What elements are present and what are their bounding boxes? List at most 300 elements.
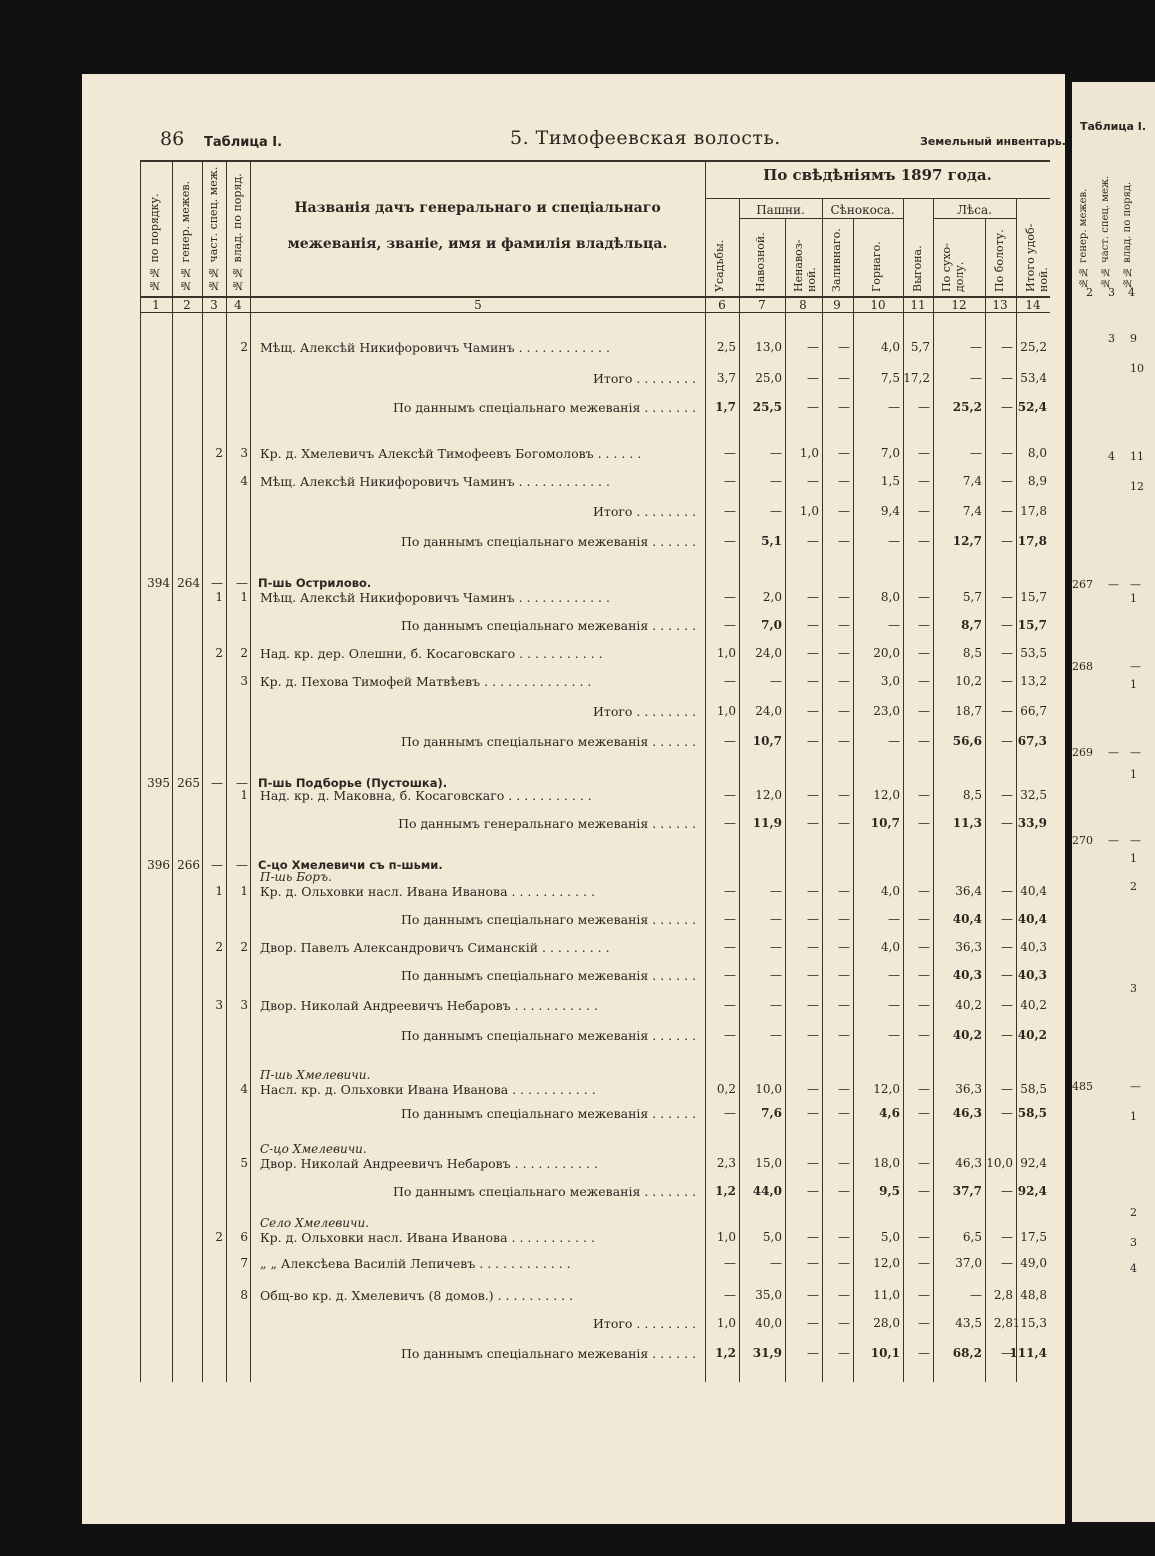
row-value: — (888, 618, 900, 632)
row-value: — (918, 788, 930, 802)
row-value: 9,5 (879, 1184, 900, 1198)
row-value: — (807, 1230, 819, 1244)
row-value: 31,9 (752, 1346, 782, 1360)
row-label: Общ-во кр. д. Хмелевичъ (8 домов.) . . . . . . . . . . (260, 1288, 574, 1303)
row-value: — (838, 1256, 850, 1270)
adjacent-col-number: 2 (1086, 286, 1093, 299)
row-value: — (918, 1082, 930, 1096)
row-value: — (1001, 646, 1013, 660)
row-label: По даннымъ спеціальнаго межеванія . . . . . . (400, 534, 696, 549)
row-value: — (918, 1346, 930, 1360)
row-value: 35,0 (755, 1288, 782, 1302)
row-value: 10,0 (755, 1082, 782, 1096)
row-value: — (724, 504, 736, 518)
row-value: — (838, 340, 850, 354)
row-value: 2,3 (716, 1156, 736, 1170)
row-value: — (1001, 1346, 1013, 1360)
row-value: — (838, 816, 850, 830)
row-value: 66,7 (1020, 704, 1047, 718)
adjacent-entry-c: 1 (1130, 768, 1137, 781)
row-value: — (838, 590, 850, 604)
row-value: 7,0 (880, 446, 900, 460)
col-header-names-line2: межеванія, званіе, имя и фамилія владѣльца. (287, 236, 668, 252)
row-value: — (918, 1028, 930, 1042)
table-top-rule (140, 160, 1050, 162)
row-value: — (770, 940, 782, 954)
row-value: — (838, 474, 850, 488)
row-label: Мѣщ. Алексѣй Никифоровичъ Чаминъ . . . . . . . . . . . . (260, 340, 610, 355)
col-number: 7 (758, 298, 766, 312)
col-rule (933, 198, 934, 1382)
row-value: — (838, 1316, 850, 1330)
row-value: — (838, 371, 850, 385)
row-value: — (1001, 968, 1013, 982)
adjacent-page (1072, 82, 1155, 1522)
row-subheading: П-шь Боръ. (260, 870, 332, 884)
row-value: — (1001, 1082, 1013, 1096)
row-value: 20,0 (873, 646, 900, 660)
row-value: — (807, 734, 819, 748)
row-label: По даннымъ спеціальнаго межеванія . . . . . . (400, 968, 696, 983)
row-order-number: 396 (147, 858, 170, 872)
row-value: 33,9 (1017, 816, 1047, 830)
row-label: Кр. д. Ольховки насл. Ивана Иванова . . . . . . . . . . . (260, 884, 595, 899)
row-value: — (838, 912, 850, 926)
row-label: Двор. Николай Андреевичъ Небаровъ . . . . . . . . . . . (260, 1156, 599, 1171)
row-value: 18,7 (955, 704, 982, 718)
row-value: — (1001, 474, 1013, 488)
table-label: Таблица I. (204, 135, 283, 150)
col-number: 8 (799, 298, 807, 312)
row-value: 10,1 (870, 1346, 900, 1360)
row-value: 1,7 (715, 400, 736, 414)
row-value: — (724, 998, 736, 1012)
col-number: 4 (234, 298, 242, 312)
adjacent-entry-c: — (1130, 746, 1141, 759)
row-value: 49,0 (1020, 1256, 1047, 1270)
row-value: — (807, 1288, 819, 1302)
row-value: — (807, 400, 819, 414)
row-value: 1,0 (716, 1230, 736, 1244)
row-value: — (838, 998, 850, 1012)
row-value: 10,7 (870, 816, 900, 830)
row-label: Кр. д. Ольховки насл. Ивана Иванова . . . . . . . . . . . (260, 1230, 595, 1245)
row-value: — (838, 446, 850, 460)
row-value: — (724, 534, 736, 548)
row-label: Мѣщ. Алексѣй Никифоровичъ Чаминъ . . . . . . . . . . . . (260, 590, 610, 605)
col-number: 3 (210, 298, 218, 312)
adjacent-entry-c: — (1130, 578, 1141, 591)
adjacent-col-number: 3 (1108, 286, 1115, 299)
adjacent-entry-c: 1 (1130, 1110, 1137, 1123)
adjacent-entry-a: 485 (1072, 1080, 1093, 1093)
row-value: 24,0 (755, 704, 782, 718)
row-value: — (770, 674, 782, 688)
row-value: — (770, 446, 782, 460)
row-value: — (918, 1256, 930, 1270)
row-value: 17,8 (1017, 534, 1047, 548)
row-value: — (918, 816, 930, 830)
row-value: — (1001, 940, 1013, 954)
row-value: — (918, 884, 930, 898)
col-header-order: №№ по порядку. (148, 193, 161, 292)
row-value: 37,7 (952, 1184, 982, 1198)
row-value: — (1001, 1230, 1013, 1244)
row-value: 12,0 (873, 1082, 900, 1096)
row-special-number: — (211, 858, 223, 872)
row-value: 8,5 (962, 646, 982, 660)
adjacent-entry-c: 3 (1130, 982, 1137, 995)
row-value: 40,4 (952, 912, 982, 926)
row-value: — (838, 1288, 850, 1302)
row-owner-number: 1 (240, 590, 248, 604)
row-special-number: 2 (215, 1230, 223, 1244)
col-header-names-line1: Названія дачъ генеральнаго и спеціальнаго (294, 200, 661, 216)
row-value: 48,8 (1020, 1288, 1047, 1302)
row-value: — (770, 912, 782, 926)
row-value: — (1001, 1106, 1013, 1120)
lesa-header: Лѣса. (957, 203, 992, 217)
row-owner-number: 8 (240, 1288, 248, 1302)
row-value: — (1001, 1184, 1013, 1198)
row-owner-number: 1 (240, 884, 248, 898)
row-label: Насл. кр. д. Ольховки Ивана Иванова . . . . . . . . . . . (260, 1082, 596, 1097)
row-value: — (1001, 884, 1013, 898)
col-number: 9 (833, 298, 841, 312)
row-value: 4,0 (880, 940, 900, 954)
row-value: — (1001, 590, 1013, 604)
row-value: — (724, 590, 736, 604)
col-number: 2 (183, 298, 191, 312)
row-value: — (1001, 1256, 1013, 1270)
row-value: 40,2 (955, 998, 982, 1012)
row-value: 4,0 (880, 340, 900, 354)
row-label: По даннымъ спеціальнаго межеванія . . . . . . (400, 1346, 696, 1361)
row-value: 3,7 (716, 371, 736, 385)
page-number: 86 (160, 128, 185, 150)
row-value: 25,2 (1020, 340, 1047, 354)
row-value: — (838, 940, 850, 954)
row-value: — (1001, 618, 1013, 632)
row-value: 92,4 (1017, 1184, 1047, 1198)
row-value: 2,0 (762, 590, 782, 604)
adjacent-entry-c: 9 (1130, 332, 1137, 345)
row-general-number: 266 (177, 858, 200, 872)
col-header-10: Горнаго. (870, 241, 883, 292)
page-title: 5. Тимофеевская волость. (510, 127, 781, 149)
row-value: — (918, 534, 930, 548)
row-value: 8,9 (1027, 474, 1047, 488)
col-number: 13 (992, 298, 1008, 312)
row-owner-number: 1 (240, 788, 248, 802)
row-value: 17,5 (1020, 1230, 1047, 1244)
row-value: 15,7 (1017, 618, 1047, 632)
row-value: — (918, 646, 930, 660)
row-value: 3,0 (880, 674, 900, 688)
row-value: 8,0 (880, 590, 900, 604)
row-value: — (970, 1288, 982, 1302)
row-value: 37,0 (955, 1256, 982, 1270)
row-value: — (807, 646, 819, 660)
row-label: Кр. д. Хмелевичъ Алексѣй Тимофеевъ Богомоловъ . . . . . . (260, 446, 642, 461)
adjacent-entry-c: 3 (1130, 1236, 1137, 1249)
row-value: 10,0 (986, 1156, 1013, 1170)
row-value: — (918, 618, 930, 632)
row-value: — (1001, 400, 1013, 414)
row-value: 7,4 (962, 504, 982, 518)
row-label: Мѣщ. Алексѣй Никифоровичъ Чаминъ . . . . . . . . . . . . (260, 474, 610, 489)
row-value: 15,7 (1020, 590, 1047, 604)
row-value: 40,4 (1017, 912, 1047, 926)
row-value: 12,0 (873, 788, 900, 802)
row-value: — (724, 912, 736, 926)
row-label: Двор. Павелъ Александровичъ Симанскій . . . . . . . . . (260, 940, 610, 955)
row-value: 67,3 (1017, 734, 1047, 748)
row-value: — (1001, 534, 1013, 548)
row-label: По даннымъ спеціальнаго межеванія . . . . . . (400, 912, 696, 927)
row-value: — (724, 1028, 736, 1042)
row-value: — (838, 704, 850, 718)
row-value: — (838, 734, 850, 748)
senokos-rule (822, 218, 903, 219)
row-value: — (838, 1156, 850, 1170)
row-heading: П-шь Подборье (Пустошка). (258, 776, 448, 790)
row-value: — (838, 968, 850, 982)
row-value: 68,2 (952, 1346, 982, 1360)
row-value: 115,3 (1012, 1316, 1047, 1330)
row-label: Итого . . . . . . . . (593, 371, 696, 386)
row-value: — (1001, 1028, 1013, 1042)
group-header-rule (705, 198, 1050, 199)
row-label: Над. кр. д. Маковна, б. Косаговскаго . . . . . . . . . . . (260, 788, 592, 803)
row-value: — (807, 968, 819, 982)
row-value: 8,7 (961, 618, 982, 632)
row-value: — (918, 1230, 930, 1244)
row-value: — (838, 674, 850, 688)
row-order-number: 394 (147, 576, 170, 590)
row-special-number: 1 (215, 884, 223, 898)
col-rule (250, 160, 251, 1382)
row-value: 23,0 (873, 704, 900, 718)
row-value: — (970, 340, 982, 354)
row-value: 0,2 (716, 1082, 736, 1096)
row-value: 36,4 (955, 884, 982, 898)
adjacent-entry-c: 1 (1130, 592, 1137, 605)
row-value: — (888, 400, 900, 414)
row-value: 40,2 (1020, 998, 1047, 1012)
adjacent-col-c-header: №№ влад. по поряд. (1122, 181, 1133, 288)
col-header-14: Итого удоб-ной. (1024, 223, 1050, 292)
row-special-number: 2 (215, 940, 223, 954)
row-owner-number: 3 (240, 998, 248, 1012)
col-header-special: №№ част. спец. меж. (207, 166, 220, 292)
row-value: — (807, 474, 819, 488)
row-value: 24,0 (755, 646, 782, 660)
row-value: 25,2 (952, 400, 982, 414)
adjacent-entry-c: 1 (1130, 678, 1137, 691)
row-value: — (724, 816, 736, 830)
row-label: Итого . . . . . . . . (593, 704, 696, 719)
row-value: 4,6 (879, 1106, 900, 1120)
row-value: 25,0 (755, 371, 782, 385)
adjacent-entry-c: 12 (1130, 480, 1144, 493)
row-value: — (770, 968, 782, 982)
row-value: 1,0 (799, 504, 819, 518)
row-value: 10,2 (955, 674, 982, 688)
row-value: 8,0 (1027, 446, 1047, 460)
row-general-number: 264 (177, 576, 200, 590)
adjacent-entry-c: 4 (1130, 1262, 1137, 1275)
row-value: 56,6 (952, 734, 982, 748)
adjacent-entry-c: — (1130, 834, 1141, 847)
row-value: 43,5 (955, 1316, 982, 1330)
row-value: — (807, 704, 819, 718)
row-value: 40,3 (1020, 940, 1047, 954)
row-value: 1,0 (716, 1316, 736, 1330)
row-value: — (970, 371, 982, 385)
row-value: 40,3 (1017, 968, 1047, 982)
row-value: 58,5 (1017, 1106, 1047, 1120)
row-owner-number: 3 (240, 674, 248, 688)
row-value: — (888, 912, 900, 926)
row-label: По даннымъ спеціальнаго межеванія . . . . . . . (393, 1184, 696, 1199)
row-value: — (724, 734, 736, 748)
row-value: 5,0 (762, 1230, 782, 1244)
row-special-number: 3 (215, 998, 223, 1012)
row-value: — (838, 534, 850, 548)
row-owner-number: 3 (240, 446, 248, 460)
row-value: 18,0 (873, 1156, 900, 1170)
row-value: 7,6 (761, 1106, 782, 1120)
row-value: — (918, 674, 930, 688)
row-owner-number: — (236, 858, 248, 872)
row-value: — (888, 734, 900, 748)
row-heading: П-шь Острилово. (258, 576, 372, 590)
row-value: 1,2 (715, 1346, 736, 1360)
row-value: — (807, 590, 819, 604)
row-order-number: 395 (147, 776, 170, 790)
col-header-owner: №№ влад. по поряд. (231, 173, 244, 292)
row-value: 1,2 (715, 1184, 736, 1198)
row-value: — (770, 474, 782, 488)
row-value: 40,4 (1020, 884, 1047, 898)
row-value: — (724, 788, 736, 802)
row-value: — (1001, 816, 1013, 830)
adjacent-entry-c: 11 (1130, 450, 1144, 463)
col-header-6: Усадьбы. (713, 239, 726, 292)
row-value: — (770, 884, 782, 898)
row-value: 2,5 (716, 340, 736, 354)
row-value: — (838, 1028, 850, 1042)
row-value: 7,0 (761, 618, 782, 632)
row-value: — (724, 674, 736, 688)
row-owner-number: 2 (240, 340, 248, 354)
row-value: — (918, 1288, 930, 1302)
row-value: — (807, 1106, 819, 1120)
adjacent-entry-c: 1 (1130, 852, 1137, 865)
row-value: 1,0 (799, 446, 819, 460)
row-value: 5,7 (910, 340, 930, 354)
row-value: — (807, 998, 819, 1012)
col-number: 14 (1025, 298, 1041, 312)
row-value: — (1001, 446, 1013, 460)
row-value: 17,2 (903, 371, 930, 385)
row-value: 12,7 (952, 534, 982, 548)
row-special-number: — (211, 576, 223, 590)
row-value: — (1001, 912, 1013, 926)
row-value: 5,1 (761, 534, 782, 548)
row-value: — (838, 788, 850, 802)
adjacent-entry-b: — (1108, 746, 1119, 759)
row-value: — (970, 446, 982, 460)
row-value: 28,0 (873, 1316, 900, 1330)
row-value: — (918, 968, 930, 982)
row-value: — (888, 1028, 900, 1042)
row-value: 46,3 (955, 1156, 982, 1170)
col-rule (140, 160, 141, 1382)
col-number: 1 (152, 298, 160, 312)
adjacent-col-b-header: №№ част. спец. меж. (1100, 175, 1111, 288)
adjacent-entry-a: 269 (1072, 746, 1093, 759)
row-value: — (724, 968, 736, 982)
row-value: — (807, 340, 819, 354)
col-header-9: Заливнаго. (830, 228, 843, 292)
row-owner-number: 4 (240, 474, 248, 488)
col-number: 5 (474, 298, 482, 312)
row-label: Итого . . . . . . . . (593, 1316, 696, 1331)
row-label: Итого . . . . . . . . (593, 504, 696, 519)
row-value: 5,0 (880, 1230, 900, 1244)
row-value: 44,0 (752, 1184, 782, 1198)
row-label: По даннымъ спеціальнаго межеванія . . . . . . . (393, 400, 696, 415)
row-value: 11,9 (752, 816, 782, 830)
adjacent-entry-c: 2 (1130, 880, 1137, 893)
row-subheading: П-шь Хмелевичи. (260, 1068, 371, 1082)
pashni-header: Пашни. (756, 203, 805, 217)
row-value: — (807, 1082, 819, 1096)
row-value: 12,0 (755, 788, 782, 802)
row-value: — (807, 618, 819, 632)
row-value: — (1001, 371, 1013, 385)
row-owner-number: 5 (240, 1156, 248, 1170)
row-special-number: — (211, 776, 223, 790)
row-value: 13,2 (1020, 674, 1047, 688)
row-label: По даннымъ спеціальнаго межеванія . . . . . . (400, 618, 696, 633)
row-value: 1,0 (716, 646, 736, 660)
row-value: — (724, 474, 736, 488)
col-header-11: Выгона. (911, 245, 924, 292)
adjacent-table-label: Таблица I. (1080, 120, 1147, 133)
row-value: — (770, 1028, 782, 1042)
row-value: — (838, 1082, 850, 1096)
row-subheading: Село Хмелевичи. (260, 1216, 370, 1230)
row-value: 1,5 (880, 474, 900, 488)
row-value: — (918, 474, 930, 488)
row-value: 52,4 (1017, 400, 1047, 414)
row-label: Над. кр. дер. Олешни, б. Косаговскаго . . . . . . . . . . . (260, 646, 603, 661)
row-special-number: 2 (215, 446, 223, 460)
row-value: — (918, 400, 930, 414)
col-header-13: По болоту. (993, 229, 1006, 292)
row-value: — (838, 504, 850, 518)
row-value: — (1001, 788, 1013, 802)
row-value: — (888, 968, 900, 982)
row-owner-number: — (236, 776, 248, 790)
row-value: — (1001, 704, 1013, 718)
row-value: 15,0 (755, 1156, 782, 1170)
row-value: — (724, 618, 736, 632)
row-owner-number: 7 (240, 1256, 248, 1270)
